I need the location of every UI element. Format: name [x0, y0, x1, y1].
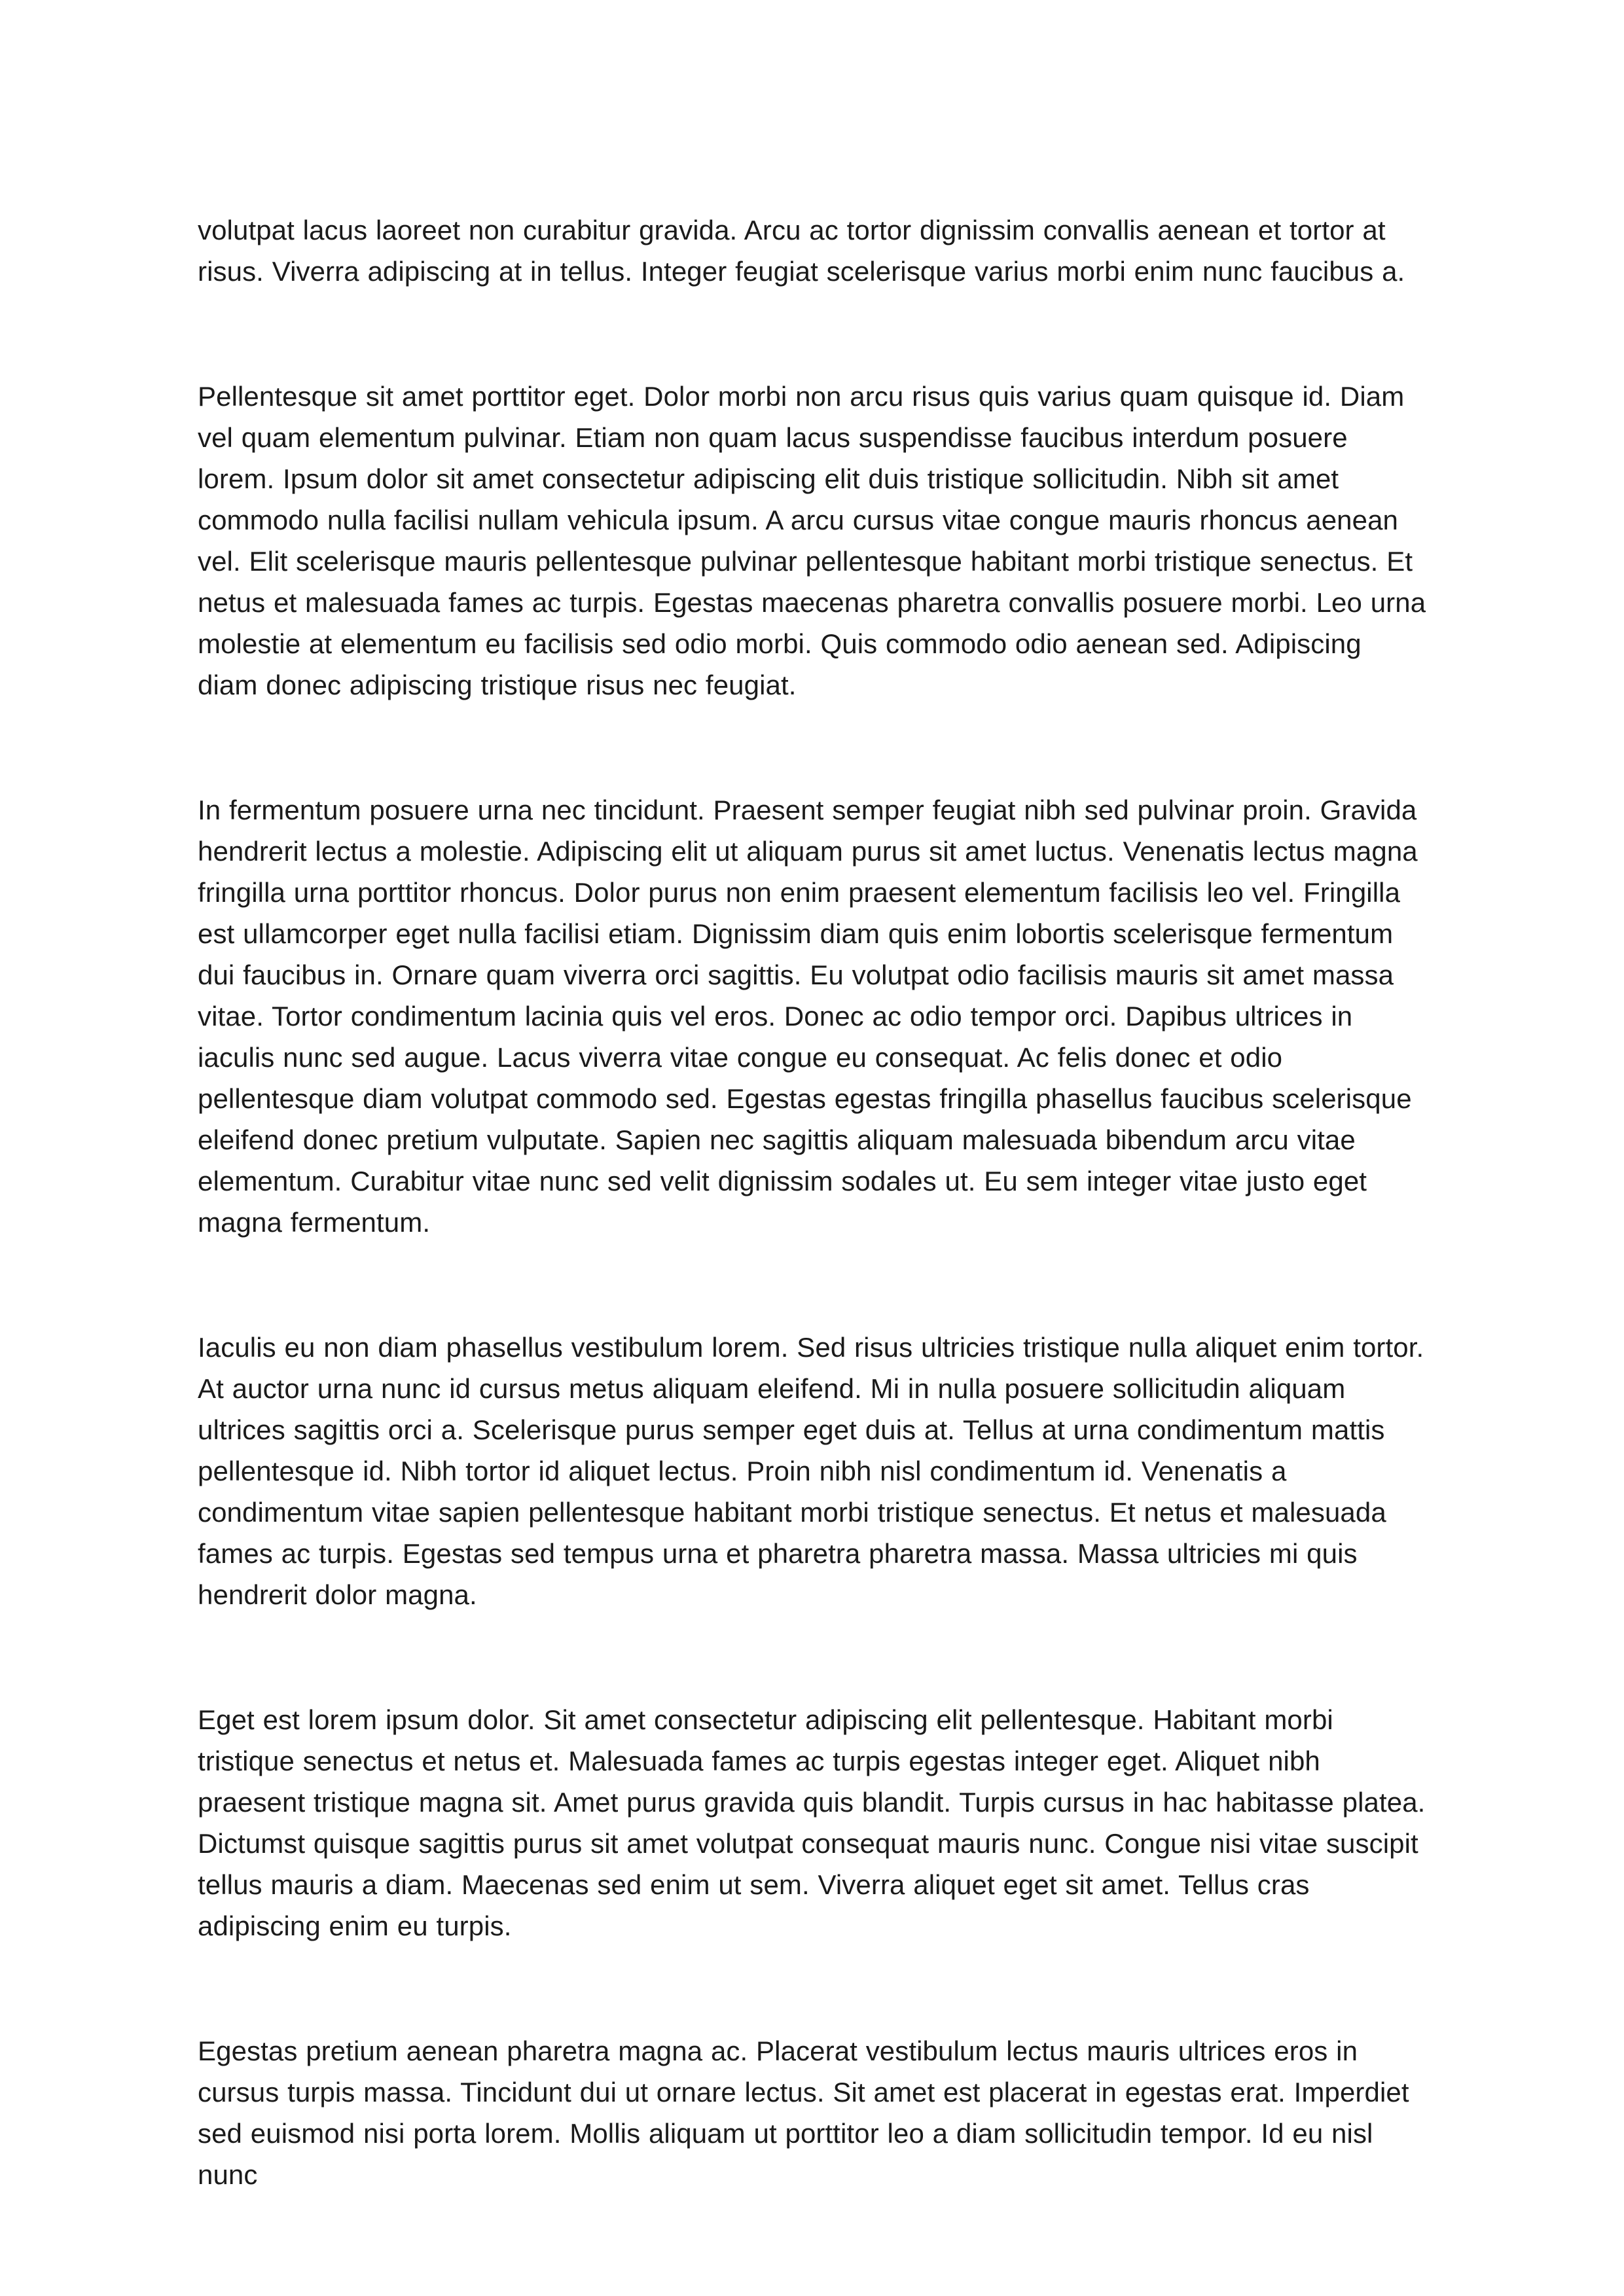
paragraph: Eget est lorem ipsum dolor. Sit amet consectetur adipiscing elit pellentesque. Habitant morbi tristique senectus et netus et. Malesuada fames ac turpis egestas integer eget. Aliquet nibh praesent tristique magna sit. Amet purus gravida quis blandit. Turpis cursus in hac habitasse platea. Dictumst quisque sagittis purus sit amet volutpat consequat mauris nunc. Congue nisi vitae suscipit tellus mauris a diam. Maecenas sed enim ut sem. Viverra aliquet eget sit amet. Tellus cras adipiscing enim eu turpis.	[198, 1704, 1426, 1941]
paragraph: Egestas pretium aenean pharetra magna ac. Placerat vestibulum lectus mauris ultrices eros in cursus turpis massa. Tincidunt dui ut ornare lectus. Sit amet est placerat in egestas erat. Imperdiet sed euismod nisi porta lorem. Mollis aliquam ut porttitor leo a diam sollicitudin tempor. Id eu nisl nunc	[198, 2036, 1409, 2190]
paragraph: Iaculis eu non diam phasellus vestibulum lorem. Sed risus ultricies tristique nulla aliquet enim tortor. At auctor urna nunc id cursus metus aliquam eleifend. Mi in nulla posuere sollicitudin aliquam ultrices sagittis orci a. Scelerisque purus semper eget duis at. Tellus at urna condimentum mattis pellentesque id. Nibh tortor id aliquet lectus. Proin nibh nisl condimentum id. Venenatis a condimentum vitae sapien pellentesque habitant morbi tristique senectus. Et netus et malesuada fames ac turpis. Egestas sed tempus urna et pharetra pharetra massa. Massa ultricies mi quis hendrerit dolor magna.	[198, 1332, 1424, 1610]
paragraph: volutpat lacus laoreet non curabitur gravida. Arcu ac tortor dignissim convallis aenean et tortor at risus. Viverra adipiscing at in tellus. Integer feugiat scelerisque varius morbi enim nunc faucibus a.	[198, 215, 1405, 287]
paragraph: Pellentesque sit amet porttitor eget. Dolor morbi non arcu risus quis varius quam quisque id. Diam vel quam elementum pulvinar. Etiam non quam lacus suspendisse faucibus interdum posuere lorem. Ipsum dolor sit amet consectetur adipiscing elit duis tristique sollicitudin. Nibh sit amet commodo nulla facilisi nullam vehicula ipsum. A arcu cursus vitae congue mauris rhoncus aenean vel. Elit scelerisque mauris pellentesque pulvinar pellentesque habitant morbi tristique senectus. Et netus et malesuada fames ac turpis. Egestas maecenas pharetra convallis posuere morbi. Leo urna molestie at elementum eu facilisis sed odio morbi. Quis commodo odio aenean sed. Adipiscing diam donec adipiscing tristique risus nec feugiat.	[198, 381, 1426, 700]
paragraph: In fermentum posuere urna nec tincidunt. Praesent semper feugiat nibh sed pulvinar proin. Gravida hendrerit lectus a molestie. Adipiscing elit ut aliquam purus sit amet luctus. Venenatis lectus magna fringilla urna porttitor rhoncus. Dolor purus non enim praesent elementum facilisis leo vel. Fringilla est ullamcorper eget nulla facilisi etiam. Dignissim diam quis enim lobortis scelerisque fermentum dui faucibus in. Ornare quam viverra orci sagittis. Eu volutpat odio facilisis mauris sit amet massa vitae. Tortor condimentum lacinia quis vel eros. Donec ac odio tempor orci. Dapibus ultrices in iaculis nunc sed augue. Lacus viverra vitae congue eu consequat. Ac felis donec et odio pellentesque diam volutpat commodo sed. Egestas egestas fringilla phasellus faucibus scelerisque eleifend donec pretium vulputate. Sapien nec sagittis aliquam malesuada bibendum arcu vitae elementum. Curabitur vitae nunc sed velit dignissim sodales ut. Eu sem integer vitae justo eget magna fermentum.	[198, 795, 1418, 1238]
